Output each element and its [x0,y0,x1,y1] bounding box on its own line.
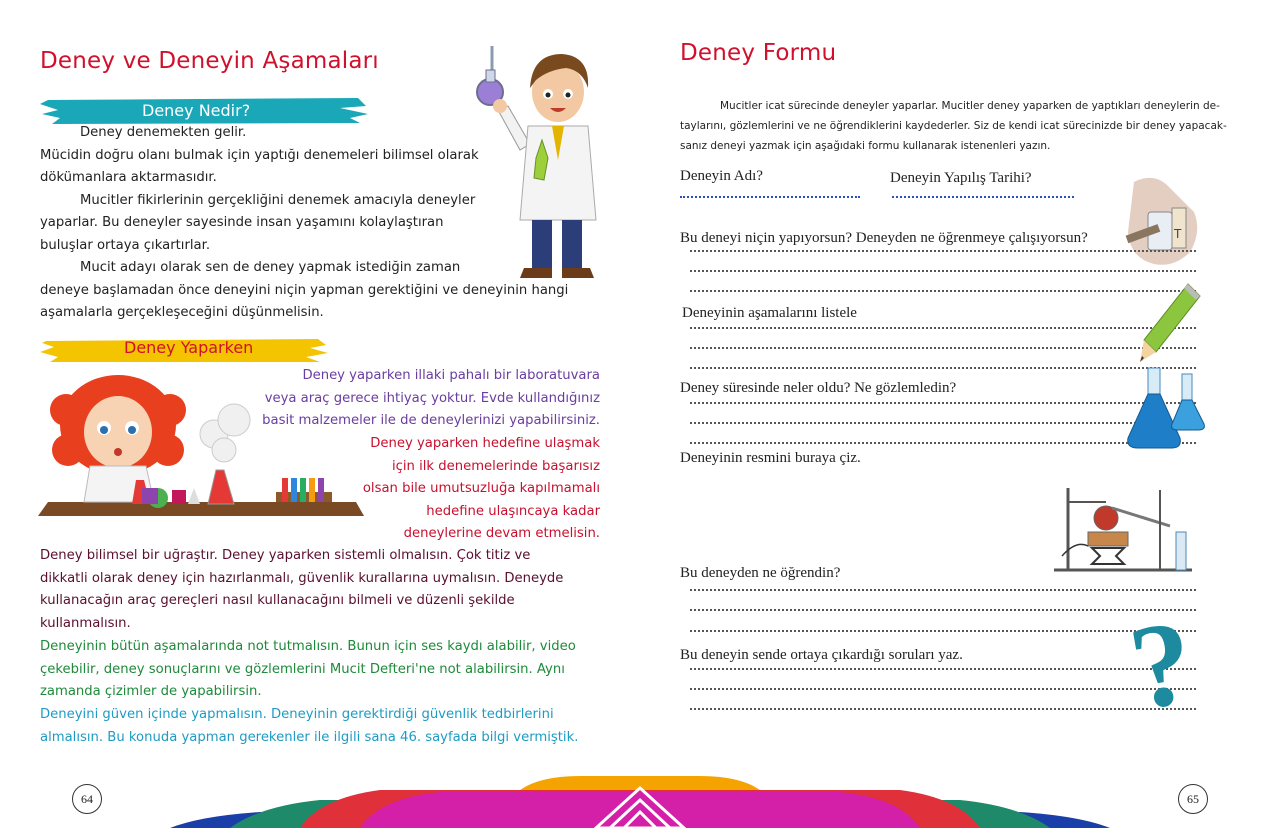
question-6: Bu deneyin sende ortaya çıkardığı soruları yaz. [680,647,963,663]
green-line: Deneyinin bütün aşamalarında not tutmalısın. Bunun için ses kaydı alabilir, video [40,639,576,654]
question-2: Deneyinin aşamalarını listele [682,305,857,321]
pencil-icon [1138,282,1202,366]
answer-line-q3[interactable] [690,402,1196,404]
purple-line: Deney yaparken illaki pahalı bir laboratuvara [302,368,600,383]
answer-line-q5[interactable] [690,630,1196,632]
answer-line-q6[interactable] [690,708,1196,710]
purple-line: veya araç gerece ihtiyaç yoktur. Evde kullandığınız [264,390,600,406]
maroon-line: Deney bilimsel bir uğraştır. Deney yaparken sistemli olmalısın. Çok titiz ve [40,548,531,563]
red-line: deneylerine devam etmelisin. [403,526,600,541]
section1-line: Mucitler fikirlerinin gerçekliğini denemek amacıyla deneyler [80,192,476,208]
section-heading-deney-yaparken: Deney Yaparken [124,338,254,357]
form-intro-text [680,96,1227,156]
blue-flasks-icon [1126,364,1210,450]
question-4: Deneyinin resmini buraya çiz. [680,450,861,466]
cyan-line: almalısın. Bu konuda yapman gerekenler ile ilgili sana 46. sayfada bilgi vermiştik. [40,729,579,745]
question-5: Bu deneyden ne öğrendin? [680,565,841,581]
page-number-right: 65 [1178,784,1208,814]
question-1: Bu deneyi niçin yapıyorsun? Deneyden ne öğrenmeye çalışıyorsun? [680,230,1088,246]
intro-line: taylarını, gözlemlerini ve ne öğrendiklerini kaydederler. Siz de kendi icat sürecinizde bir deney yapacak- [680,120,1227,132]
green-line: çekebilir, deney sonuçlarını ve gözlemlerini Mucit Defteri'ne not alabilirsin. Aynı [40,661,565,677]
question-mark-icon: ? [1120,593,1204,736]
cyan-line: Deneyini güven içinde yapmalısın. Deneyinin gerektirdiği güvenlik tedbirlerini [40,707,554,722]
section1-line: Mücidin doğru olanı bulmak için yaptığı denemeleri bilimsel olarak [40,147,479,163]
section1-line: deneye başlamadan önce deneyini niçin yapman gerektiğini ve deneyinin hangi [40,282,569,298]
red-line: için ilk denemelerinde başarısız [391,458,600,474]
intro-line: sanız deneyi yazmak için aşağıdaki formu kullanarak istenenleri yazın. [680,140,1051,152]
answer-line-q6[interactable] [690,668,1196,670]
answer-line-q1[interactable] [690,290,1196,292]
answer-line-q1[interactable] [690,250,1196,252]
purple-paragraph [240,365,600,433]
field-label-date: Deneyin Yapılış Tarihi? [890,170,1032,186]
section1-line: Deney denemekten gelir. [80,125,247,140]
section1-line: buluşlar ortaya çıkartırlar. [40,237,211,253]
purple-line: basit malzemeler ile de deneylerinizi yapabilirsiniz. [262,413,600,428]
question-3: Deney süresinde neler oldu? Ne gözlemledin? [680,380,957,396]
section-heading-deney-nedir: Deney Nedir? [142,101,251,120]
maroon-line: kullanacağın araç gereçleri nasıl kullanacağını bilmeli ve düzenli şekilde [40,593,515,608]
lab-apparatus-icon [1052,486,1194,576]
scientist-boy-illustration [470,40,605,285]
answer-line-q1[interactable] [690,270,1196,272]
right-page-title: Deney Formu [680,40,837,66]
left-page-title: Deney ve Deneyin Aşamaları [40,48,379,74]
green-paragraph [40,636,576,704]
maroon-line: dikkatli olarak deney için hazırlanmalı, güvenlik kurallarına uymalısın. Deneyde [40,570,564,586]
section1-line: yaparlar. Bu deneyler sayesinde insan yaşamını kolaylaştıran [40,215,444,230]
section1-line: aşamalarla gerçekleşeceğini düşünmelisin. [40,305,324,320]
red-paragraph [300,433,600,546]
answer-line-q6[interactable] [690,688,1196,690]
svg-text:T: T [1174,227,1182,241]
answer-line-q3[interactable] [690,422,1196,424]
cyan-paragraph [40,704,578,749]
answer-line-q2[interactable] [690,347,1196,349]
page-number-left: 64 [72,784,102,814]
section1-line: Mucit adayı olarak sen de deney yapmak istediğin zaman [80,260,461,275]
field-name-line[interactable] [680,196,860,198]
red-line: hedefine ulaşıncaya kadar [426,503,600,519]
field-label-name: Deneyin Adı? [680,168,763,184]
answer-line-q2[interactable] [690,327,1196,329]
red-line: olsan bile umutsuzluğa kapılmamalı [362,481,600,496]
field-date-line[interactable] [892,196,1074,198]
green-line: zamanda çizimler de yapabilirsin. [40,684,262,699]
section1-line: dökümanlara aktarmasıdır. [40,170,217,185]
intro-line: Mucitler icat sürecinde deneyler yaparlar. Mucitler deney yaparken de yaptıkları deneylerin de- [720,100,1220,112]
glassware-icon [1124,172,1202,270]
answer-line-q5[interactable] [690,609,1196,611]
answer-line-q2[interactable] [690,367,1196,369]
red-line: Deney yaparken hedefine ulaşmak [370,436,600,451]
maroon-paragraph [40,545,563,635]
maroon-line: kullanmalısın. [40,615,131,631]
answer-line-q5[interactable] [690,589,1196,591]
bottom-decorative-band [0,770,1280,828]
answer-line-q3[interactable] [690,442,1196,444]
